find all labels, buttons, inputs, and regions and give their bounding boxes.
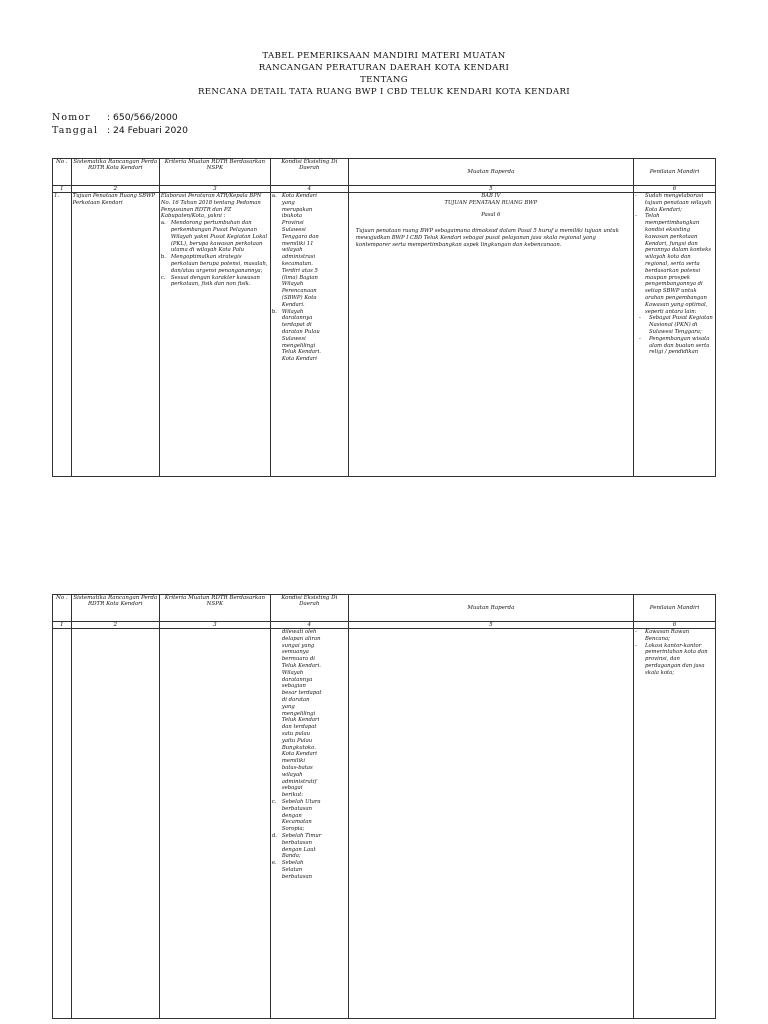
col-number-4: 4 xyxy=(270,622,348,629)
col-number-3: 3 xyxy=(159,622,270,629)
col-number-2: 2 xyxy=(71,622,159,629)
header-sistematika: Sistematika Rancangan Perda RDTR Kota Kendari xyxy=(71,595,159,622)
kriteria-intro: Elaborasi Peraturan ATR/Kepala BPN No. 16 Tahun 2018 tentang Pedoman Penyusunan RDTR dan PZ xyxy=(160,193,262,213)
list-item: - Lokasi kantor-kantor pemerintahan kota dan provinsi, dan perdagangan dan jasa skala kota; xyxy=(635,642,708,676)
column-number-row xyxy=(53,186,716,193)
list-item: - Pengembangan wisata alam dan buatan serta religi / pendidikan xyxy=(639,335,710,356)
list-item: d. Sebelah Timur berbatasan dengan Laut Banda; xyxy=(271,832,322,860)
header-muatan: Muatan Raperda xyxy=(348,159,633,186)
list-item: b. Mengoptimalkan strategis perkotaan berupa potensi, masalah, dan/atau urgensi penanganannya; xyxy=(160,254,268,274)
header-penilaian: Penilaian Mandiri xyxy=(634,595,716,622)
list-item: c. Sesuai dengan karakter kawasan perkotaan, fisik dan non fisik. xyxy=(160,274,260,288)
row1-sistematika: Tujuan Penataan Ruang SBWP Perkotaan Kendari xyxy=(71,193,159,477)
row2-sistematika xyxy=(71,629,159,1019)
document-meta xyxy=(52,112,188,137)
list-item: a. Mendorong pertumbuhan dan perkembangan Pusat Pelayanan Wilayah yakni Pusat Kegiatan Lokal (PKL), berupa kawasan perkotaan utama di wilayah Kota Palu xyxy=(160,220,268,254)
col-number-3: 3 xyxy=(159,186,270,193)
document-title xyxy=(0,50,768,98)
title-line-3: TENTANG xyxy=(360,75,408,85)
row1-kondisi xyxy=(270,193,348,477)
row2-kriteria xyxy=(159,629,270,1019)
title-line-1: TABEL PEMERIKSAAN MANDIRI MATERI MUATAN xyxy=(262,51,506,61)
header-no: No . xyxy=(53,595,72,622)
list-item: c. Sebelah Utara berbatasan dengan Kecamatan Soropia; xyxy=(271,798,321,833)
header-muatan: Muatan Raperda xyxy=(348,595,633,622)
title-line-4: RENCANA DETAIL TATA RUANG BWP I CBD TELUK KENDARI KOTA KENDARI xyxy=(197,87,571,97)
list-item: a. Kota Kendari yang merupakan ibukota Provinsi Sulawesi Tenggara dan memiliki 11 wilayah administrasi kecamatan. Terdiri atas 5 (lima) Bagian Wilayah Perencanaan (SBWP) Kota Kendari. xyxy=(271,193,319,308)
column-number-row xyxy=(53,622,716,629)
list-item: - Telah mempertimbangkan kondisi eksisting kawasan perkotaan Kendari, fungsi dan perannya dalam konteks wilayah kota dan regional, serta serta berdasarkan potensi maupun prospek pengembangannya di setiap SBWP untuk arahan pengembangan Kawasan yang optimal, seperti antara lain: xyxy=(635,213,711,315)
col-number-6: 6 xyxy=(634,622,716,629)
header-no: No . xyxy=(53,159,72,186)
kondisi-continuation: dilewati oleh delapan aliran sungai yang semuanya bermuara di Teluk Kendari. Wilayah daratannya sebagian besar terdapat di daratan yang mengelilingi Teluk Kendari dan terdapat satu pulau yaitu Pulau Bungkutoko. Kota Kendari memiliki batas-batas wilayah administratif sebagai berikut: xyxy=(281,629,322,799)
header-penilaian: Penilaian Mandiri xyxy=(634,159,716,186)
row1-penilaian xyxy=(634,193,716,477)
row2-muatan xyxy=(348,629,633,1019)
list-item: b. Wilayah daratannya terdapat di daratan Pulau Sulawesi mengelilingi Teluk Kendari. Kota Kendari xyxy=(271,308,321,363)
tanggal-label: Tanggal xyxy=(52,124,99,136)
header-kriteria: Kriteria Muatan RDTR Berdasarkan NSPK xyxy=(159,159,270,186)
list-item: - Sudah mengelaborasi tujuan penataan wilayah Kota Kendari; xyxy=(635,193,712,213)
header-kriteria: Kriteria Muatan RDTR Berdasarkan NSPK xyxy=(159,595,270,622)
col-number-2: 2 xyxy=(71,186,159,193)
col-number-5: 5 xyxy=(348,186,633,193)
assessment-table-2 xyxy=(52,594,716,1019)
list-item: - Sebagai Pusat Kegiatan Nasional (PKN) di Sulawesi Tenggara; xyxy=(639,315,713,335)
nomor-row xyxy=(52,112,188,125)
kriteria-sub: Kabupaten/Kota, yakni : xyxy=(160,213,226,220)
row2-no xyxy=(53,629,72,1019)
title-line-2: RANCANGAN PERATURAN DAERAH KOTA KENDARI xyxy=(258,63,510,73)
header-sistematika: Sistematika Rancangan Perda RDTR Kota Kendari xyxy=(71,159,159,186)
nomor-label: Nomor xyxy=(52,112,91,123)
tanggal-value: : 24 Febuari 2020 xyxy=(107,124,188,136)
row1-kriteria xyxy=(159,193,270,477)
col-number-1: 1 xyxy=(53,186,72,193)
muatan-bab-title: TUJUAN PENATAAN RUANG BWP xyxy=(444,199,538,206)
list-item: e. Sebelah Selatan berbatasan xyxy=(271,860,313,880)
row2-kondisi xyxy=(270,629,348,1019)
table-header-row xyxy=(53,159,716,186)
muatan-text: Tujuan penataan ruang BWP sebagaimana dimaksud dalam Pasal 5 huruf a memiliki tujuan untuk mewujudkan BWP I CBD Teluk Kendari sebagai pusat pelayanan jasa skala regional yang kontemporer serta mempertimbangkan aspek lingkungan dan kebencanaan. xyxy=(355,228,619,248)
table-row xyxy=(53,193,716,477)
table-row xyxy=(53,629,716,1019)
row1-no: 1. xyxy=(53,193,72,477)
nomor-value: : 650/566/2000 xyxy=(107,112,178,123)
row2-penilaian xyxy=(634,629,716,1019)
muatan-bab: BAB IV xyxy=(481,193,501,199)
header-kondisi: Kondisi Eksisting Di Daerah xyxy=(270,595,348,622)
header-kondisi: Kondisi Eksisting Di Daerah xyxy=(270,159,348,186)
tanggal-row xyxy=(52,125,188,138)
col-number-6: 6 xyxy=(634,186,716,193)
col-number-1: 1 xyxy=(53,622,72,629)
assessment-table-1 xyxy=(52,158,716,477)
muatan-pasal: Pasal 6 xyxy=(481,211,501,218)
list-item: - Kawasan Rawan Bencana; xyxy=(635,629,690,642)
table-header-row xyxy=(53,595,716,622)
row1-muatan xyxy=(348,193,633,477)
col-number-4: 4 xyxy=(270,186,348,193)
col-number-5: 5 xyxy=(348,622,633,629)
